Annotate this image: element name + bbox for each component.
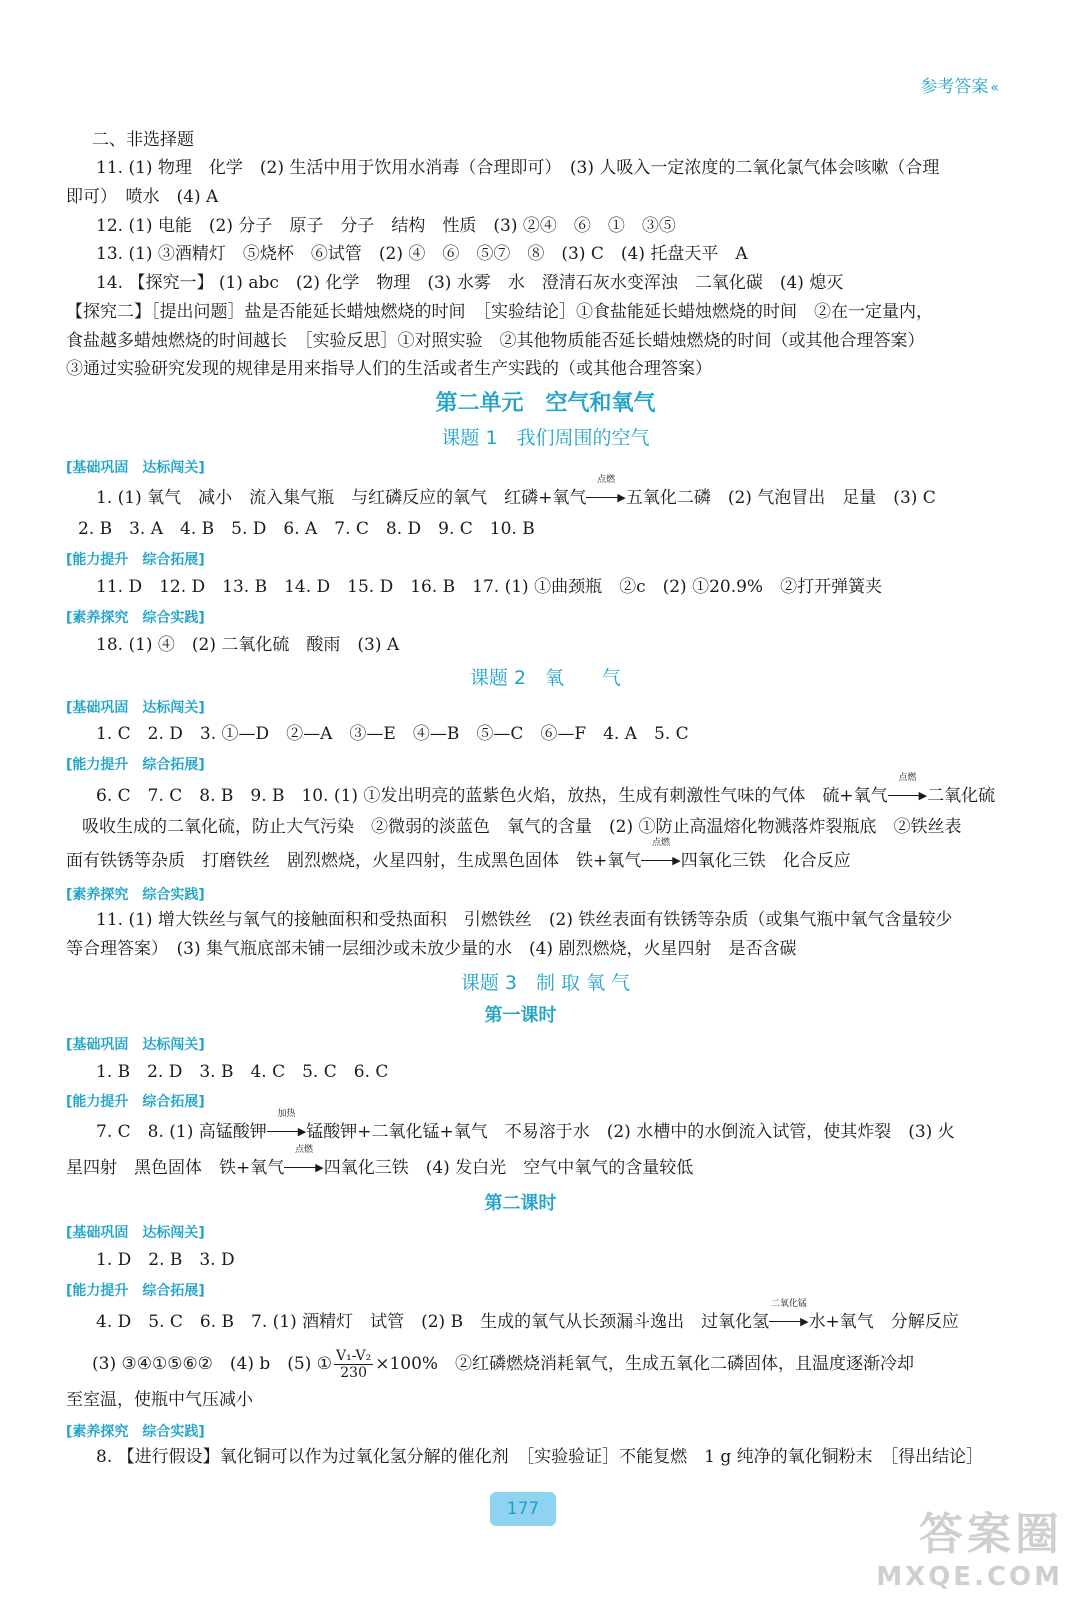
section-tag: [基础巩固 达标闯关] xyxy=(66,1037,205,1053)
reaction-arrow: 点燃 ▶ xyxy=(586,486,625,512)
reaction-arrow: 点燃 ▶ xyxy=(284,1156,323,1182)
answer-line: 4. D 5. C 6. B 7. (1) 酒精灯 试管 (2) B 生成的氧气从长颈漏斗逸出 过氧化氢 二氧化锰 ▶水+氧气 分解反应 xyxy=(96,1310,959,1336)
answer-line: ③通过实验研究发现的规律是用来指导人们的生活或者生产实践的（或其他合理答案） xyxy=(66,359,712,379)
answer-line: 吸收生成的二氧化硫，防止大气污染 ②微弱的淡蓝色 氧气的含量 (2) ①防止高温熔化物溅落炸裂瓶底 ②铁丝表 xyxy=(82,817,962,837)
section-tag: [素养探究 综合实践] xyxy=(66,887,205,903)
answer-line: 11. (1) 物理 化学 (2) 生活中用于饮用水消毒（合理即可） (3) 人吸入一定浓度的二氧化氯气体会咳嗽（合理 xyxy=(96,158,940,178)
answer-line: 13. (1) ③酒精灯 ⑤烧杯 ⑥试管 (2) ④ ⑥ ⑤⑦ ⑧ (3) C (4) 托盘天平 A xyxy=(96,244,748,264)
watermark-logo: 答案圈 MXQE.COM xyxy=(876,1509,1063,1592)
section-tag: [基础巩固 达标闯关] xyxy=(66,700,205,716)
section-tag: [能力提升 综合拓展] xyxy=(66,757,205,773)
answer-line: 1. B 2. D 3. B 4. C 5. C 6. C xyxy=(96,1062,389,1082)
answer-line: 即可） 喷水 (4) A xyxy=(66,187,219,207)
answer-line: 至室温，使瓶中气压减小 xyxy=(66,1390,253,1410)
header-tag-text: 参考答案 xyxy=(920,77,989,97)
period-title: 第一课时 xyxy=(484,1005,557,1026)
lesson-title: 课题 3 制 取 氧 气 xyxy=(460,972,631,994)
section-tag: [基础巩固 达标闯关] xyxy=(66,1225,205,1241)
section-title: 二、非选择题 xyxy=(92,130,194,150)
reaction-arrow: 点燃 ▶ xyxy=(888,784,927,810)
answer-line: 1. C 2. D 3. ①—D ②—A ③—E ④—B ⑤—C ⑥—F 4. A 5. C xyxy=(96,724,689,744)
answer-line: 7. C 8. (1) 高锰酸钾 加热 ▶锰酸钾+二氧化锰+氧气 不易溶于水 (2) 水槽中的水倒流入试管，使其炸裂 (3) 火 xyxy=(96,1120,955,1146)
section-tag: [能力提升 综合拓展] xyxy=(66,1283,205,1299)
lesson-title: 课题 1 我们周围的空气 xyxy=(441,427,650,449)
answer-line: 18. (1) ④ (2) 二氧化硫 酸雨 (3) A xyxy=(96,635,400,655)
answer-line: 1. (1) 氧气 减小 流入集气瓶 与红磷反应的氧气 红磷+氧气 点燃 ▶五氧化二磷 (2) 气泡冒出 足量 (3) C xyxy=(96,486,936,512)
section-tag: [素养探究 综合实践] xyxy=(66,1424,205,1440)
answer-line: 1. D 2. B 3. D xyxy=(96,1250,235,1270)
answer-line: 8. 【进行假设】氧化铜可以作为过氧化氢分解的催化剂 ［实验验证］不能复燃 1 g 纯净的氧化铜粉末 ［得出结论］ xyxy=(96,1447,984,1467)
lesson-title: 课题 2 氧 气 xyxy=(469,667,622,689)
section-tag: [素养探究 综合实践] xyxy=(66,610,205,626)
period-title: 第二课时 xyxy=(484,1193,557,1214)
answer-line: 星四射 黑色固体 铁+氧气 点燃 ▶四氧化三铁 (4) 发白光 空气中氧气的含量较低 xyxy=(66,1156,693,1182)
section-tag: [能力提升 综合拓展] xyxy=(66,552,205,568)
double-chevron-left-icon: « xyxy=(990,80,999,96)
section-tag: [基础巩固 达标闯关] xyxy=(66,460,205,476)
reaction-arrow: 二氧化锰 ▶ xyxy=(770,1299,809,1328)
answer-line: 【探究二】［提出问题］盐是否能延长蜡烛燃烧的时间 ［实验结论］①食盐能延长蜡烛燃烧的时间 ②在一定量内， xyxy=(66,302,933,322)
answer-line: (3) ③④①⑤⑥② (4) b (5) ① $\frac{\text{V₁-V₂}}{230}$ ×100% ②红磷燃烧消耗氧气，生成五氧化二磷固体，且温度逐渐冷却 xyxy=(92,1348,915,1381)
answer-line: 6. C 7. C 8. B 9. B 10. (1) ①发出明亮的蓝紫色火焰，放热，生成有刺激性气味的气体 硫+氧气 点燃 ▶二氧化硫 xyxy=(96,784,995,810)
answer-line: 11. D 12. D 13. B 14. D 15. D 16. B 17. (1) ①曲颈瓶 ②c (2) ①20.9% ②打开弹簧夹 xyxy=(96,577,883,597)
answer-line: 食盐越多蜡烛燃烧的时间越长 ［实验反思］①对照实验 ②其他物质能否延长蜡烛燃烧的时间（或其他合理答案） xyxy=(66,331,925,351)
header-section-tag xyxy=(920,72,999,97)
reaction-arrow: 加热 ▶ xyxy=(267,1120,306,1146)
answer-line: 面有铁锈等杂质 打磨铁丝 剧烈燃烧，火星四射，生成黑色固体 铁+氧气 点燃 ▶四氧化三铁 化合反应 xyxy=(66,849,851,875)
answer-line: 14. 【探究一】 (1) abc (2) 化学 物理 (3) 水雾 水 澄清石灰水变浑浊 二氧化碳 (4) 熄灭 xyxy=(96,273,844,293)
section-tag: [能力提升 综合拓展] xyxy=(66,1094,205,1110)
page-number: 177 xyxy=(490,1492,556,1526)
unit-title: 第二单元 空气和氧气 xyxy=(435,391,656,416)
fraction: $\frac{\text{V₁-V₂}}{230}$ xyxy=(336,1348,372,1381)
answer-line: 等合理答案） (3) 集气瓶底部未铺一层细沙或未放少量的水 (4) 剧烈燃烧，火星四射 是否含碳 xyxy=(66,939,797,959)
reaction-arrow: 点燃 ▶ xyxy=(641,849,680,875)
answer-line: 11. (1) 增大铁丝与氧气的接触面积和受热面积 引燃铁丝 (2) 铁丝表面有铁锈等杂质（或集气瓶中氧气含量较少 xyxy=(96,910,953,930)
answer-line: 12. (1) 电能 (2) 分子 原子 分子 结构 性质 (3) ②④ ⑥ ① ③⑤ xyxy=(96,216,676,236)
answer-line: 2. B 3. A 4. B 5. D 6. A 7. C 8. D 9. C 10. B xyxy=(78,519,535,539)
